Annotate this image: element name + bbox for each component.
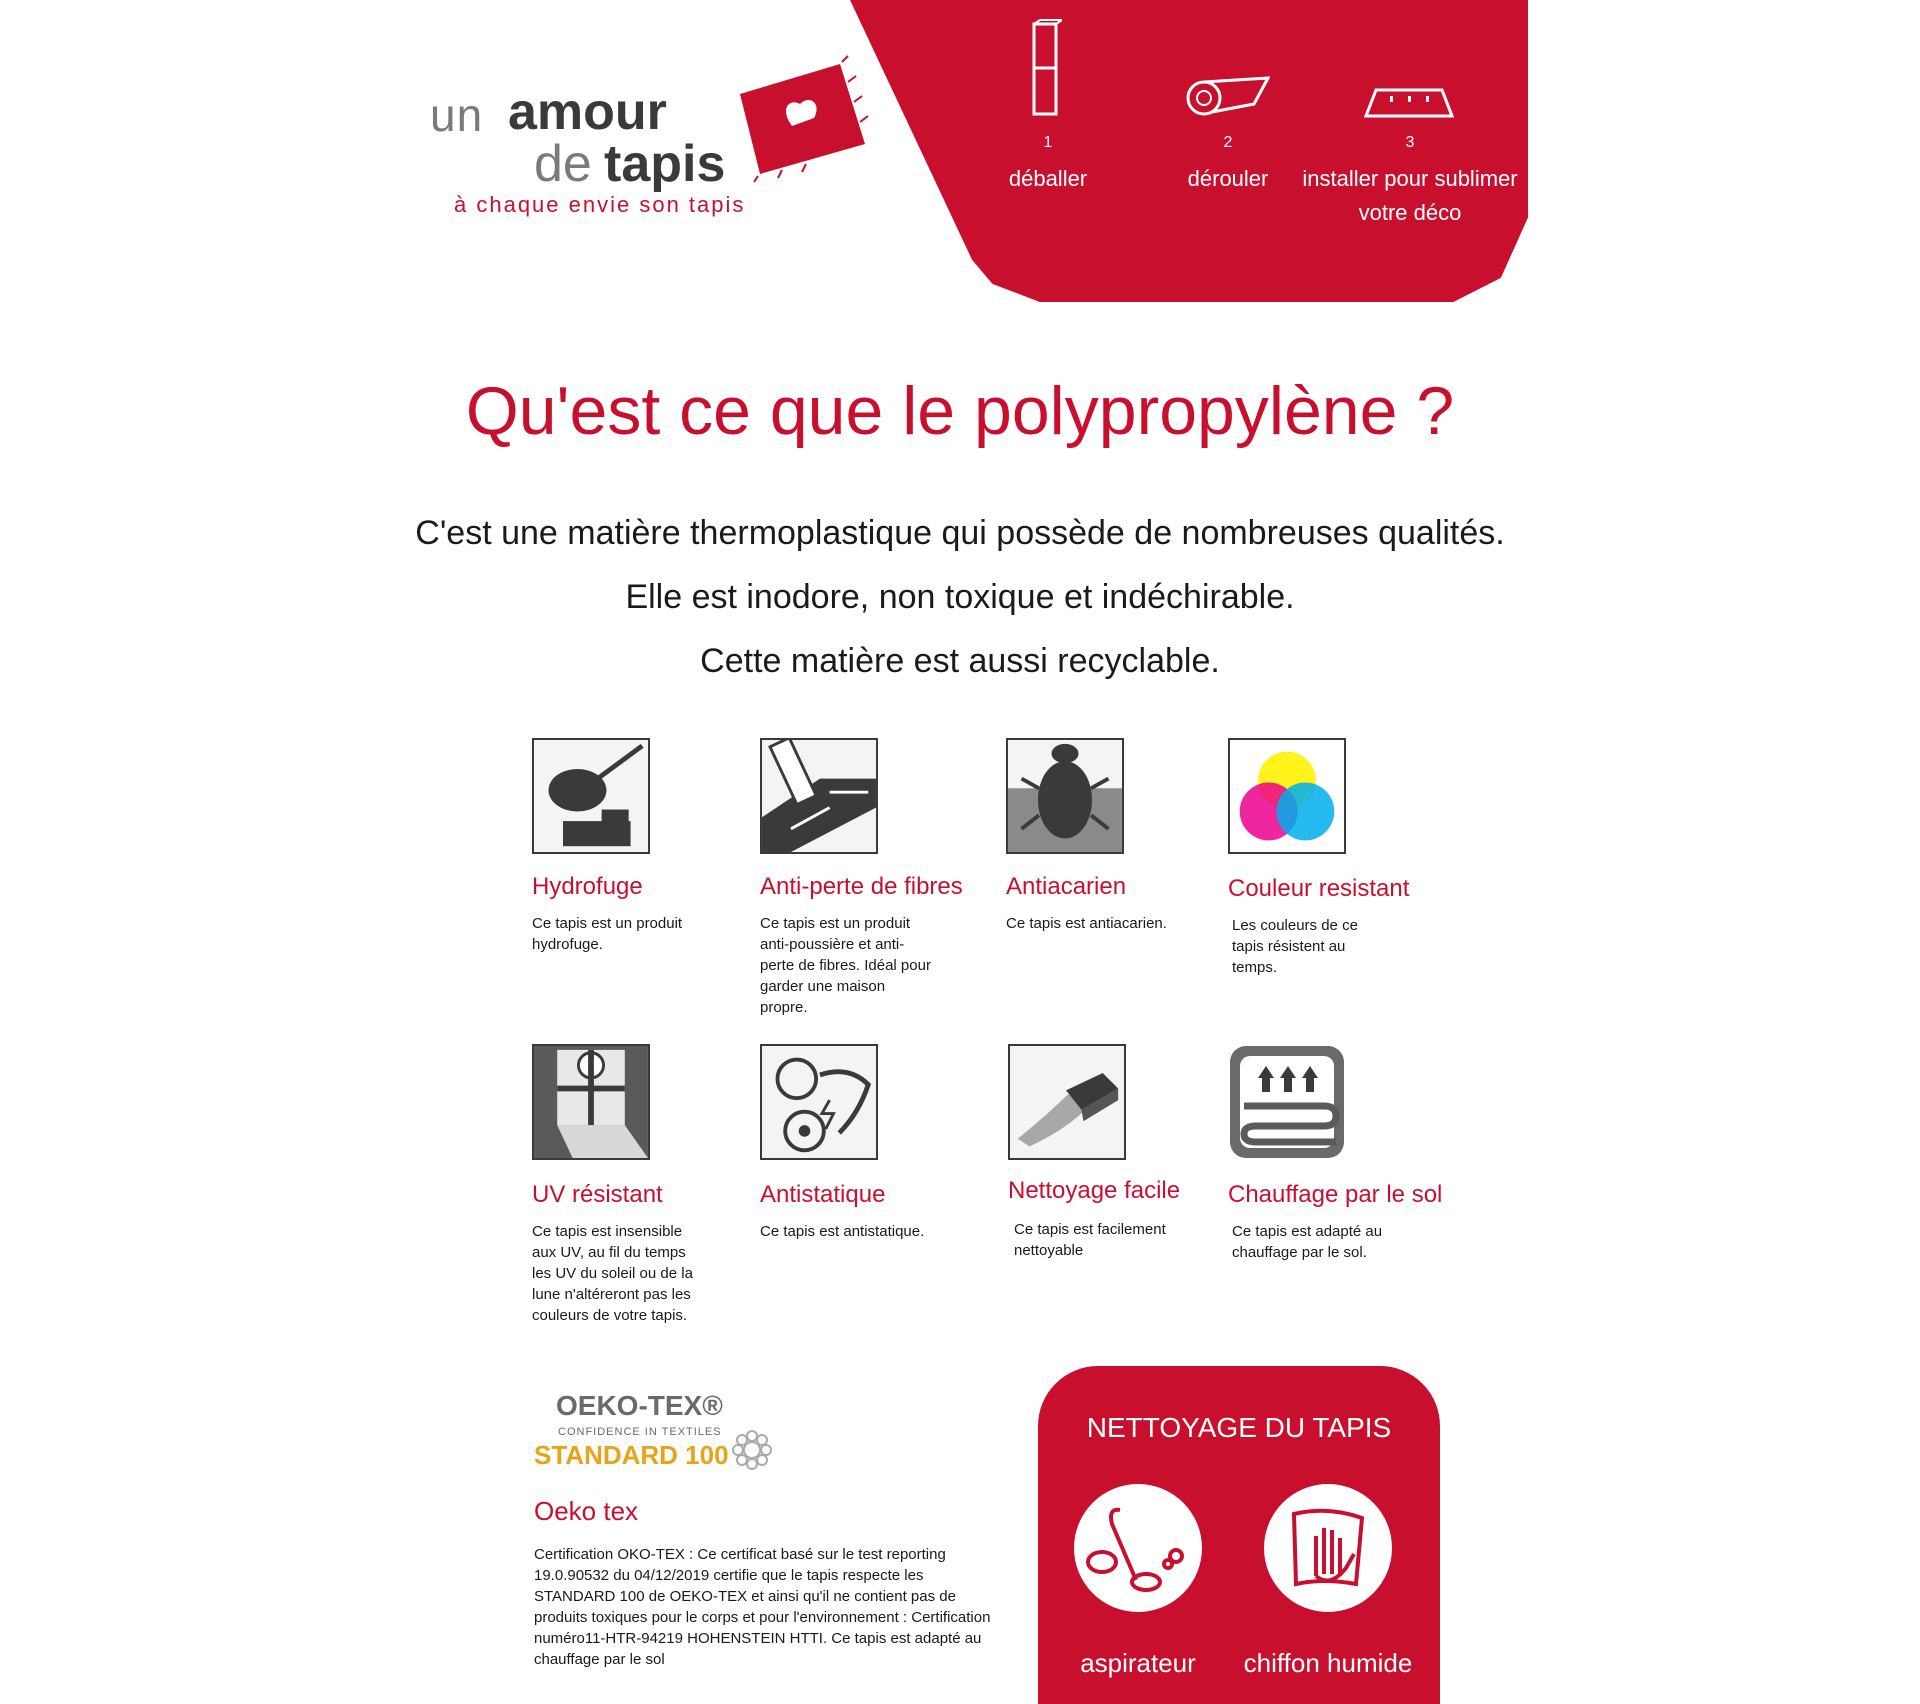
feature-desc: Ce tapis est facilement nettoyable <box>1014 1221 1166 1259</box>
feature-title: Anti-perte de fibres <box>760 873 963 900</box>
oeko-logo-standard: STANDARD 100 <box>534 1440 729 1470</box>
box-icon <box>1028 18 1062 118</box>
oeko-logo-name: OEKO-TEX® <box>556 1390 723 1421</box>
page-title: Qu'est ce que le polypropylène ? <box>465 373 1455 449</box>
feature-anti-fibre-loss <box>760 738 963 1018</box>
logo-word-de: de <box>534 135 592 193</box>
oeko-tex-logo <box>534 1390 794 1470</box>
brand-logo <box>430 84 880 234</box>
feature-desc: Les couleurs de ce tapis résistent au temps. <box>1232 917 1358 976</box>
color-circles-icon <box>1228 738 1346 854</box>
feature-antiacarien <box>1006 738 1206 934</box>
feature-desc: Ce tapis est un produit hydrofuge. <box>532 915 683 953</box>
feature-title: Antistatique <box>760 1181 886 1208</box>
step-label: installer pour sublimer votre déco <box>1302 166 1518 225</box>
cleaning-title: NETTOYAGE DU TAPIS <box>1086 1412 1392 1443</box>
feature-easy-cleaning <box>1008 1044 1184 1261</box>
feature-desc: Ce tapis est antiacarien. <box>1006 915 1167 932</box>
feature-title: Hydrofuge <box>532 873 643 900</box>
feature-floor-heating <box>1228 1044 1442 1263</box>
feature-title: UV résistant <box>532 1181 663 1208</box>
intro-line-1: C'est une matière thermoplastique qui possède de nombreuses qualités. <box>415 514 1505 552</box>
oeko-description: Certification OKO-TEX : Ce certificat basé sur le test reporting 19.0.90532 du 04/12/2019 certifie que le tapis respecte les STANDARD 100 de OEKO-TEX et ainsi qu'il ne contient pas de produits toxiques pour le corps et pour l'environnement : Certification numéro11-HTR-94219 HOHENSTEIN HTTI. Ce tapis est adapté au chauffage par le sol <box>534 1546 991 1668</box>
oeko-title: Oeko tex <box>534 1496 639 1526</box>
brand-tagline: à chaque envie son tapis <box>454 192 746 217</box>
step-label: déballer <box>1008 166 1088 191</box>
feature-title: Chauffage par le sol <box>1228 1181 1443 1208</box>
oeko-logo-sub: CONFIDENCE IN TEXTILES <box>558 1426 722 1438</box>
step-number: 3 <box>1405 134 1415 151</box>
mite-icon <box>1006 738 1124 854</box>
intro-line-3: Cette matière est aussi recyclable. <box>700 642 1220 680</box>
sponge-icon <box>1008 1044 1126 1160</box>
cleaning-label-vacuum: aspirateur <box>1080 1648 1196 1678</box>
wet-cloth-icon <box>1264 1484 1392 1612</box>
vacuum-circle <box>1074 1484 1202 1612</box>
feature-antistatique <box>760 1044 960 1242</box>
feature-desc: Ce tapis est insensible aux UV, au fil du temps les UV du soleil ou de la lune n'altéreront pas les couleurs de votre tapis. <box>532 1223 693 1324</box>
logo-word-tapis: tapis <box>604 135 726 193</box>
vacuum-nozzle-icon <box>760 738 878 854</box>
logo-word-amour: amour <box>508 83 667 141</box>
feature-uv-resistant <box>532 1044 702 1326</box>
step-number: 2 <box>1223 134 1233 151</box>
feature-color-resistant <box>1228 738 1409 978</box>
intro-line-2: Elle est inodore, non toxique et indéchirable. <box>625 578 1295 616</box>
feature-hydrofuge <box>532 738 707 955</box>
feature-desc: Ce tapis est un produit anti-poussière et anti-perte de fibres. Idéal pour garder une maison propre. <box>760 915 931 1016</box>
step-label: dérouler <box>1187 166 1269 191</box>
floor-heating-icon <box>1228 1044 1346 1160</box>
rug-heart-icon <box>730 54 870 184</box>
feature-title: Nettoyage facile <box>1008 1177 1181 1204</box>
feature-desc: Ce tapis est adapté au chauffage par le sol. <box>1232 1223 1383 1261</box>
water-drop-icon <box>532 738 650 854</box>
logo-word-un: un <box>430 89 484 141</box>
feature-desc: Ce tapis est antistatique. <box>760 1223 925 1240</box>
cleaning-label-cloth: chiffon humide <box>1243 1648 1413 1678</box>
cleaning-panel <box>1038 1366 1440 1704</box>
vacuum-cleaner-icon <box>1074 1484 1202 1612</box>
roll-icon <box>1184 64 1270 120</box>
static-icon <box>760 1044 878 1160</box>
step-number: 1 <box>1043 134 1053 151</box>
step-install <box>1300 134 1520 230</box>
cloth-circle <box>1264 1484 1392 1612</box>
rug-flat-icon <box>1364 86 1454 120</box>
feature-title: Antiacarien <box>1006 873 1127 900</box>
window-icon <box>532 1044 650 1160</box>
feature-title: Couleur resistant <box>1228 875 1410 902</box>
oeko-flower-icon <box>728 1426 776 1474</box>
